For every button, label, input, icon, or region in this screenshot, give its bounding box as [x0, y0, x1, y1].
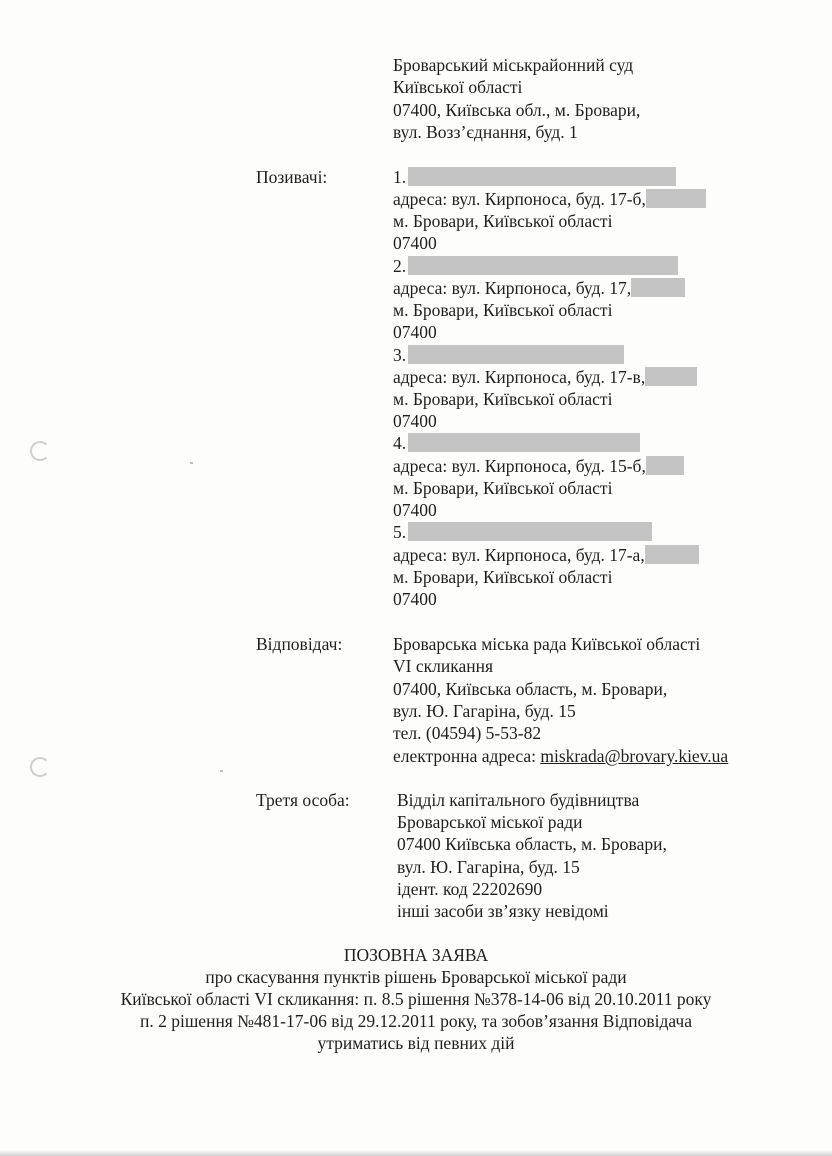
court-region: Київської області	[393, 77, 523, 97]
plaintiff-city: м. Бровари, Київської області	[393, 300, 613, 320]
statement-subject-line-1: про скасування пунктів рішень Броварської міської ради	[205, 967, 627, 987]
third-party-name: Відділ капітального будівництва	[397, 790, 640, 810]
plaintiff-number-line	[393, 166, 676, 188]
defendant-street: вул. Ю. Гагаріна, буд. 15	[393, 701, 576, 721]
redacted-name	[408, 256, 678, 275]
redacted-name	[408, 167, 676, 186]
punch-hole-mark	[30, 757, 50, 777]
plaintiff-number: 2.	[393, 256, 407, 276]
plaintiff-number: 4.	[393, 433, 407, 453]
defendant-name: Броварська міська рада Київської області	[393, 634, 701, 654]
scan-speck	[220, 770, 223, 772]
defendant-label: Відповідач:	[256, 634, 343, 654]
plaintiff-zip: 07400	[393, 589, 437, 609]
plaintiff-number: 3.	[393, 345, 407, 365]
redacted-apartment	[645, 545, 699, 564]
plaintiff-address-line	[393, 366, 697, 388]
plaintiffs-label: Позивачі:	[256, 167, 328, 187]
statement-title-block	[0, 944, 832, 1054]
statement-title: ПОЗОВНА ЗАЯВА	[343, 945, 489, 965]
defendant-convocation: VI скликання	[393, 656, 493, 676]
statement-subject-line-4: утриматись від певних дій	[317, 1033, 515, 1053]
statement-subject-line-2: Київської області VI скликання: п. 8.5 рішення №378-14-06 від 20.10.2011 року	[120, 989, 712, 1009]
plaintiff-number-line	[393, 521, 652, 543]
plaintiff-zip: 07400	[393, 233, 437, 253]
punch-hole-mark	[30, 441, 50, 461]
plaintiff-address-line	[393, 188, 706, 210]
redacted-apartment	[631, 278, 685, 297]
plaintiff-number: 1.	[393, 167, 407, 187]
plaintiff-city: м. Бровари, Київської області	[393, 478, 613, 498]
third-party-street: вул. Ю. Гагаріна, буд. 15	[397, 857, 580, 877]
plaintiff-zip: 07400	[393, 411, 437, 431]
redacted-apartment	[645, 367, 697, 386]
plaintiff-address-line	[393, 544, 699, 566]
defendant-phone: тел. (04594) 5-53-82	[393, 723, 542, 743]
court-street: вул. Возз’єднання, буд. 1	[393, 122, 578, 142]
email-label: електронна адреса:	[393, 746, 541, 766]
plaintiff-address: адреса: вул. Кирпоноса, буд. 17-в,	[393, 367, 646, 387]
statement-subject-line-3: п. 2 рішення №481-17-06 від 29.12.2011 року, та зобов’язання Відповідача	[139, 1011, 693, 1031]
redacted-name	[408, 433, 640, 452]
defendant-email-line	[393, 745, 728, 767]
plaintiff-address: адреса: вул. Кирпоноса, буд. 17-а,	[393, 545, 645, 565]
plaintiff-address: адреса: вул. Кирпоноса, буд. 17,	[393, 278, 632, 298]
plaintiff-number-line	[393, 255, 678, 277]
plaintiff-city: м. Бровари, Київської області	[393, 567, 613, 587]
third-party-org: Броварської міської ради	[397, 812, 583, 832]
court-name: Броварський міськрайонний суд	[393, 55, 634, 75]
third-party-city: 07400 Київська область, м. Бровари,	[397, 834, 667, 854]
third-party-label: Третя особа:	[256, 790, 350, 810]
scan-speck	[190, 462, 193, 464]
plaintiff-number-line	[393, 432, 640, 454]
plaintiff-number: 5.	[393, 522, 407, 542]
redacted-apartment	[646, 189, 706, 208]
plaintiff-city: м. Бровари, Київської області	[393, 389, 613, 409]
redacted-name	[408, 345, 624, 364]
third-party-contacts: інші засоби зв’язку невідомі	[397, 901, 609, 921]
plaintiff-address: адреса: вул. Кирпоноса, буд. 17-б,	[393, 189, 646, 209]
plaintiff-number-line	[393, 344, 624, 366]
plaintiff-address-line	[393, 455, 684, 477]
plaintiff-address: адреса: вул. Кирпоноса, буд. 15-б,	[393, 456, 646, 476]
plaintiff-city: м. Бровари, Київської області	[393, 211, 613, 231]
third-party-id-code: ідент. код 22202690	[397, 879, 543, 899]
plaintiff-address-line	[393, 277, 685, 299]
defendant-city: 07400, Київська область, м. Бровари,	[393, 679, 668, 699]
redacted-apartment	[646, 456, 684, 475]
plaintiff-zip: 07400	[393, 322, 437, 342]
redacted-name	[408, 522, 652, 541]
court-city: 07400, Київська обл., м. Бровари,	[393, 100, 641, 120]
email-link[interactable]: miskrada@brovary.kiev.ua	[540, 746, 729, 766]
page-bottom-edge	[0, 1150, 832, 1156]
plaintiff-zip: 07400	[393, 500, 437, 520]
